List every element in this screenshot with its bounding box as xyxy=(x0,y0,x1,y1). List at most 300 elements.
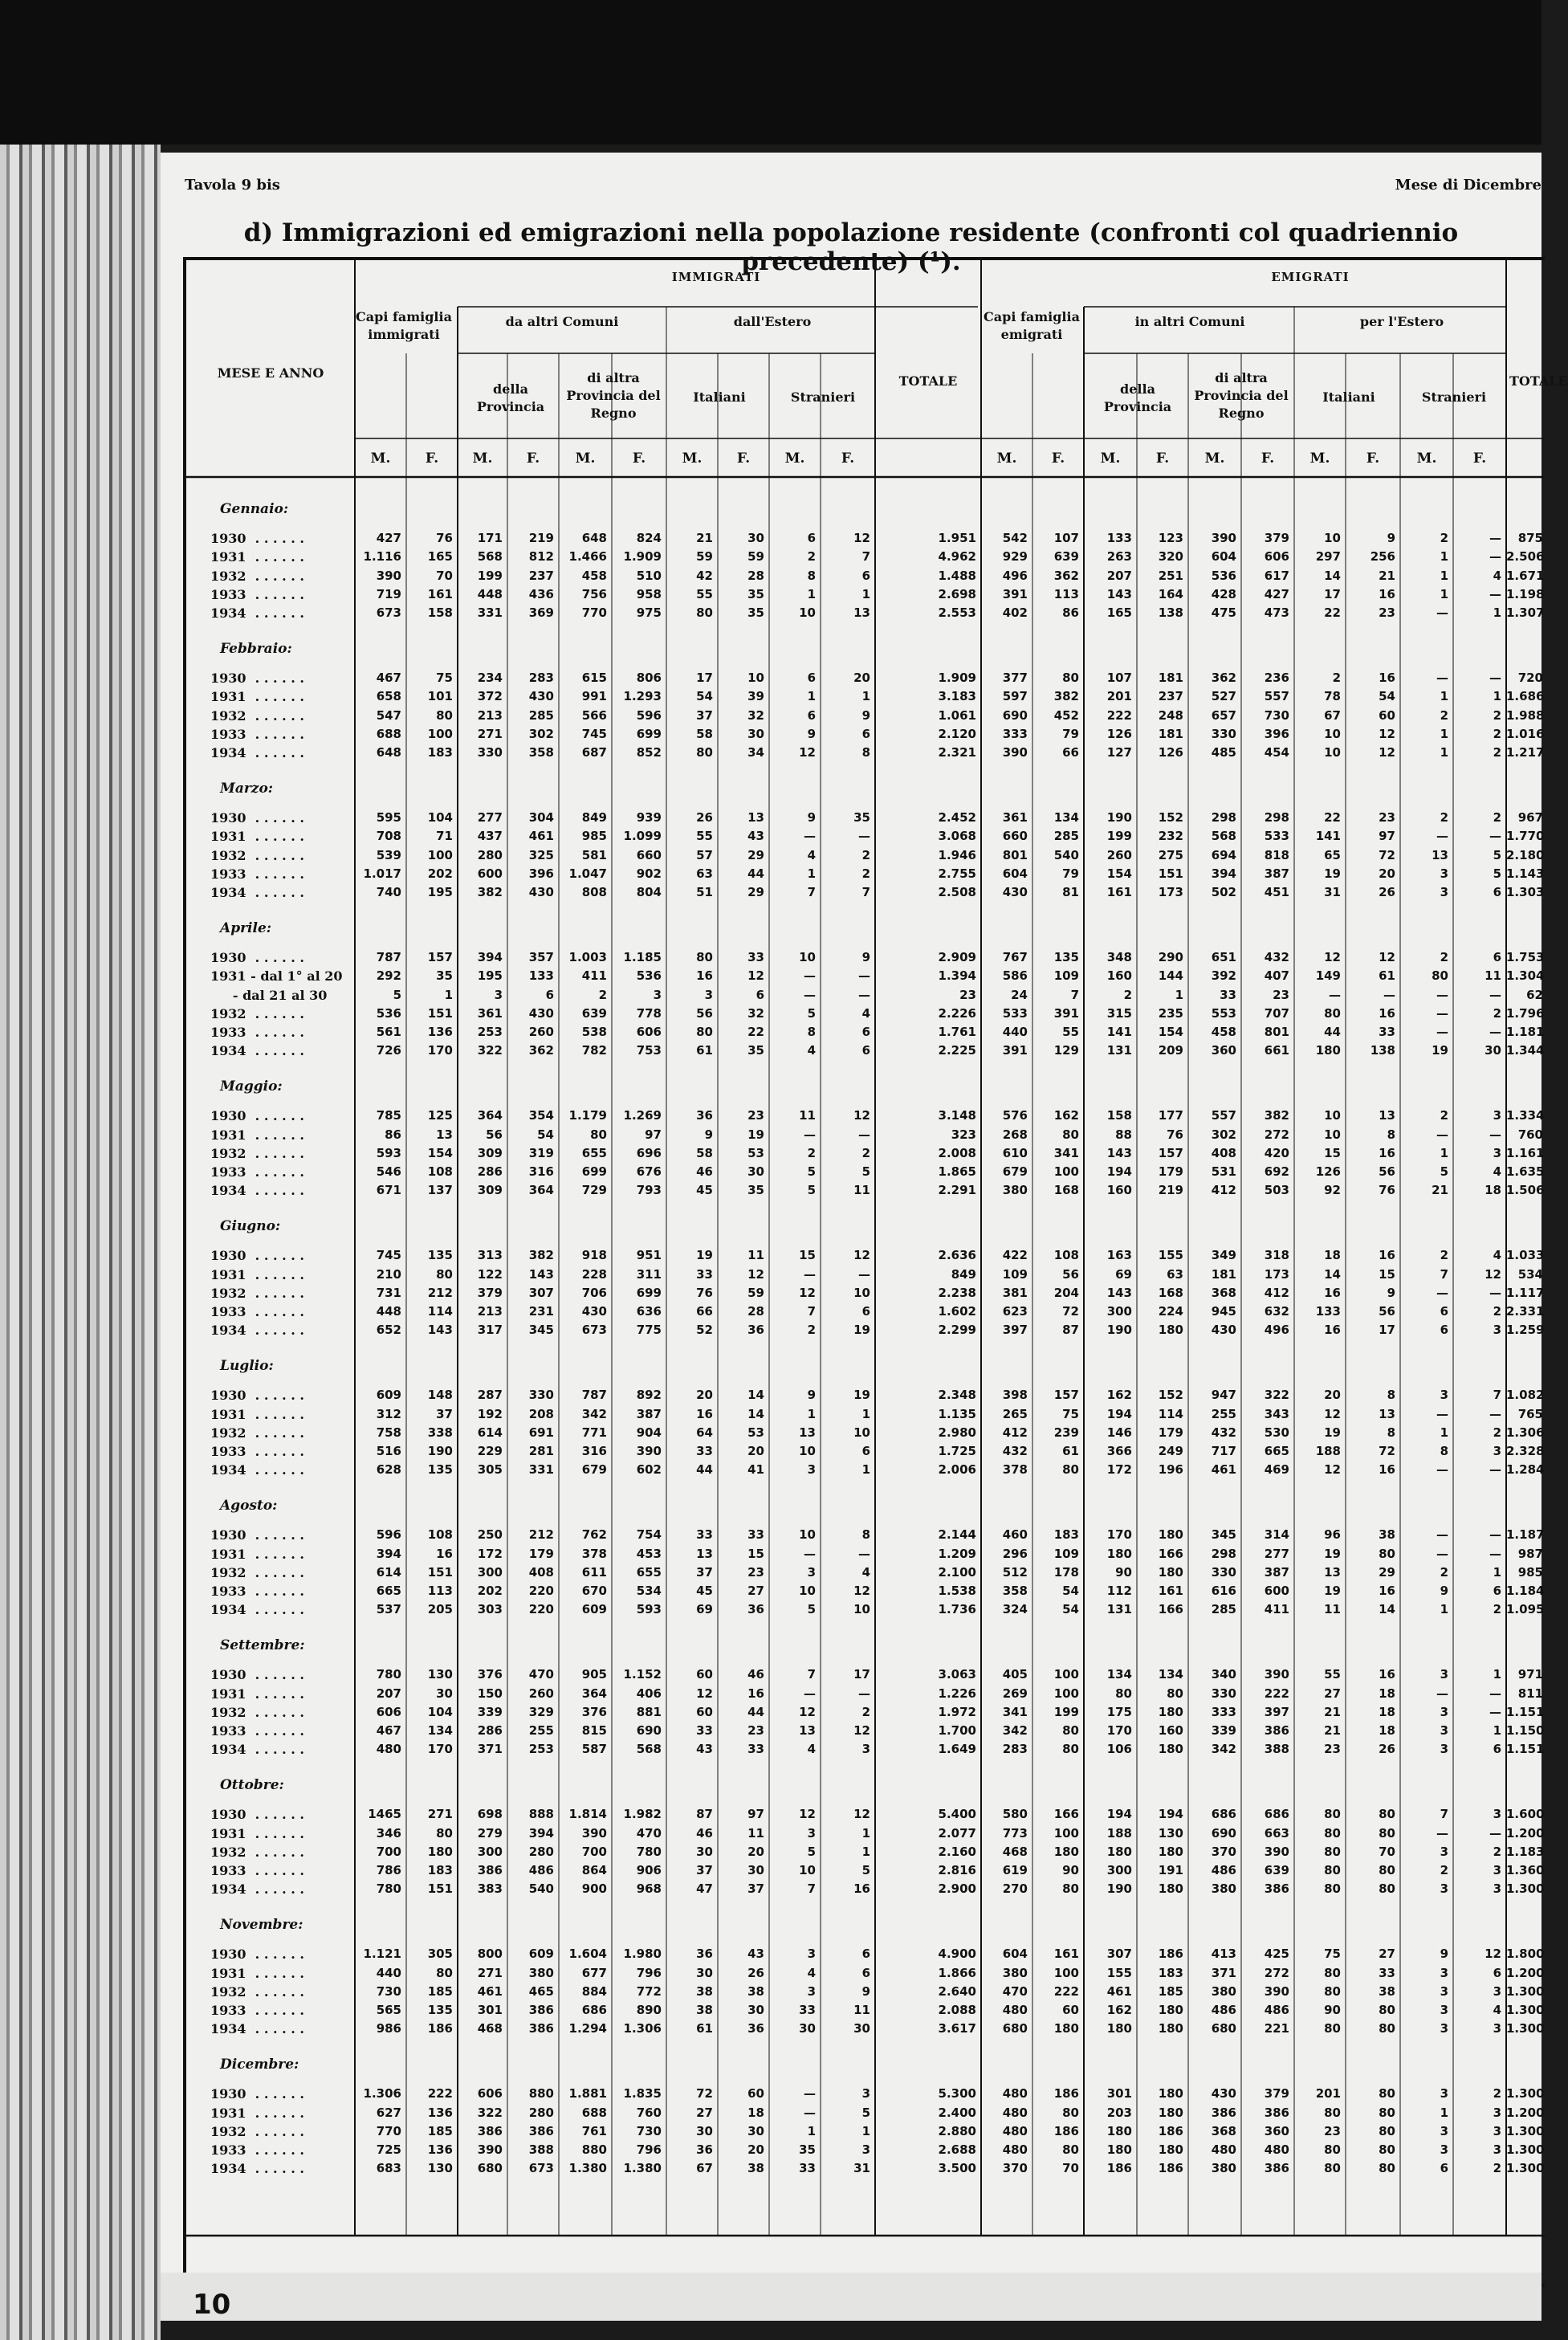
table-cell: 16 xyxy=(853,1881,870,1897)
table-cell: 2 xyxy=(1493,810,1501,826)
table-cell: 2 xyxy=(1440,531,1448,546)
table-cell: 432 xyxy=(1264,950,1289,965)
table-cell: 70 xyxy=(436,568,453,583)
table-cell: 690 xyxy=(1211,1825,1236,1841)
table-cell: 5 xyxy=(807,1602,816,1617)
table-cell: 4 xyxy=(807,1043,816,1058)
table-cell: 2.755 xyxy=(938,866,976,881)
row-year: 1932 . . . . . . xyxy=(210,1005,304,1021)
table-cell: 700 xyxy=(581,1844,607,1859)
table-cell: — xyxy=(1489,1825,1501,1841)
table-cell: 260 xyxy=(528,1686,554,1701)
table-cell: 80 xyxy=(1379,2021,1395,2036)
table-cell: 9 xyxy=(861,707,870,723)
table-cell: 188 xyxy=(1315,1443,1341,1458)
table-cell: 6 xyxy=(861,1024,870,1039)
table-cell: 37 xyxy=(436,1406,453,1421)
table-cell: 14 xyxy=(1324,568,1341,583)
table-cell: 386 xyxy=(528,2021,554,2036)
col-da-altri-comuni: da altri Comuni xyxy=(505,314,619,329)
table-cell: 64 xyxy=(696,1425,713,1440)
table-cell: 16 xyxy=(696,1406,713,1421)
table-cell: 706 xyxy=(581,1285,607,1300)
table-cell: 616 xyxy=(1211,1583,1236,1598)
table-cell: 87 xyxy=(1062,1323,1079,1338)
table-cell: 531 xyxy=(1211,1164,1236,1179)
table-cell: 369 xyxy=(528,605,554,620)
table-cell: 19 xyxy=(1432,1043,1448,1058)
table-cell: 787 xyxy=(376,950,401,965)
row-year: 1931 . . . . . . xyxy=(210,829,304,845)
table-cell: 127 xyxy=(1106,744,1132,760)
table-cell: 2.160 xyxy=(938,1844,976,1859)
table-cell: 380 xyxy=(1002,1183,1028,1198)
table-cell: 655 xyxy=(636,1564,662,1580)
month-heading: Giugno: xyxy=(220,1218,281,1235)
row-year: 1931 . . . . . . xyxy=(210,2105,304,2121)
table-cell: 1.152 xyxy=(623,1667,662,1682)
table-cell: 185 xyxy=(1158,1983,1183,1999)
table-cell: 3 xyxy=(1440,2021,1448,2036)
table-cell: 430 xyxy=(581,1303,607,1319)
table-cell: 422 xyxy=(1002,1248,1028,1263)
table-cell: 771 xyxy=(581,1425,607,1440)
table-cell: — xyxy=(1436,1686,1448,1701)
table-cell: 305 xyxy=(427,1947,453,1962)
table-cell: 1 xyxy=(861,689,870,704)
table-cell: 745 xyxy=(376,1248,401,1263)
table-cell: 43 xyxy=(747,829,764,844)
table-cell: 694 xyxy=(1211,847,1236,862)
table-cell: 109 xyxy=(1053,1546,1079,1561)
table-cell: 568 xyxy=(1211,829,1236,844)
table-cell: — xyxy=(1436,671,1448,686)
table-cell: 322 xyxy=(477,1043,503,1058)
table-cell: 690 xyxy=(1002,707,1028,723)
table-cell: 686 xyxy=(581,2002,607,2017)
table-cell: 1 xyxy=(807,2123,816,2138)
table-cell: 16 xyxy=(1379,1583,1395,1598)
table-cell: 232 xyxy=(1158,829,1183,844)
table-cell: 231 xyxy=(528,1303,554,1319)
table-cell: 21 xyxy=(1379,568,1395,583)
table-cell: 33 xyxy=(799,2161,816,2176)
table-cell: 194 xyxy=(1106,1807,1132,1822)
table-cell: 1.226 xyxy=(938,1686,976,1701)
table-cell: 161 xyxy=(427,586,453,601)
table-cell: 902 xyxy=(636,866,662,881)
table-cell: 6 xyxy=(1493,884,1501,899)
table-title: d) Immigrazioni ed emigrazioni nella popolazione residente (confronti col quadriennio precedente) (¹). xyxy=(243,218,1459,276)
table-cell: 330 xyxy=(1211,726,1236,741)
table-cell: 17 xyxy=(1324,586,1341,601)
table-cell: 390 xyxy=(1264,1983,1289,1999)
header-m: F. xyxy=(1366,450,1380,467)
table-cell: 80 xyxy=(696,605,713,620)
table-cell: 90 xyxy=(1062,1862,1079,1877)
table-cell: 379 xyxy=(1264,2086,1289,2102)
table-cell: 686 xyxy=(1211,1807,1236,1822)
table-cell: 985 xyxy=(1517,1564,1543,1580)
row-year: 1931 . . . . . . xyxy=(210,1127,304,1143)
table-cell: 39 xyxy=(747,689,764,704)
table-cell: 16 xyxy=(1324,1285,1341,1300)
table-cell: 538 xyxy=(581,1024,607,1039)
table-cell: 1.185 xyxy=(623,950,662,965)
table-cell: 10 xyxy=(853,1285,870,1300)
table-cell: 8 xyxy=(1387,1127,1395,1142)
table-cell: 2 xyxy=(1493,1425,1501,1440)
table-cell: 161 xyxy=(1106,884,1132,899)
table-cell: 387 xyxy=(1264,1564,1289,1580)
table-cell: 1.307 xyxy=(1506,605,1545,620)
stacked-page-edges xyxy=(0,145,161,2340)
month-heading: Marzo: xyxy=(220,781,274,797)
table-cell: 767 xyxy=(1002,950,1028,965)
table-cell: 6 xyxy=(861,568,870,583)
table-cell: 396 xyxy=(528,866,554,881)
table-cell: 1.217 xyxy=(1506,744,1545,760)
table-cell: 617 xyxy=(1264,568,1289,583)
table-cell: 3 xyxy=(1493,1323,1501,1338)
table-cell: 222 xyxy=(1053,1983,1079,1999)
table-cell: 4 xyxy=(1493,1164,1501,1179)
table-cell: 341 xyxy=(1002,1704,1028,1719)
table-cell: 180 xyxy=(1053,2021,1079,2036)
table-cell: 23 xyxy=(1379,605,1395,620)
table-cell: 1 xyxy=(1175,987,1183,1002)
table-cell: 180 xyxy=(1158,2002,1183,2017)
table-cell: 76 xyxy=(1379,1183,1395,1198)
table-cell: 186 xyxy=(1053,2123,1079,2138)
table-cell: 11 xyxy=(1485,968,1501,984)
table-cell: 2 xyxy=(1493,1303,1501,1319)
table-cell: 358 xyxy=(1002,1583,1028,1598)
table-cell: 1.600 xyxy=(1506,1807,1545,1822)
table-cell: 1.538 xyxy=(938,1583,976,1598)
table-cell: 71 xyxy=(436,829,453,844)
table-cell: 158 xyxy=(1106,1108,1132,1123)
row-year: 1930 . . . . . . xyxy=(210,2086,304,2102)
table-cell: 53 xyxy=(747,1425,764,1440)
table-cell: 45 xyxy=(696,1183,713,1198)
table-cell: — xyxy=(804,1546,816,1561)
table-cell: 991 xyxy=(581,689,607,704)
table-cell: 1.909 xyxy=(938,671,976,686)
table-cell: 18 xyxy=(1379,1722,1395,1738)
table-cell: 23 xyxy=(747,1564,764,1580)
footer-band xyxy=(161,2273,1542,2321)
table-cell: — xyxy=(1489,1546,1501,1561)
table-cell: 683 xyxy=(376,2161,401,2176)
table-cell: 271 xyxy=(477,1965,503,1980)
table-cell: 19 xyxy=(853,1323,870,1338)
table-cell: 26 xyxy=(696,810,713,826)
table-cell: 586 xyxy=(1002,968,1028,984)
table-cell: 2 xyxy=(1493,726,1501,741)
table-cell: 27 xyxy=(696,2105,713,2120)
table-cell: 12 xyxy=(799,1285,816,1300)
table-cell: 778 xyxy=(636,1005,662,1021)
table-cell: 311 xyxy=(636,1266,662,1282)
table-cell: 343 xyxy=(1264,1406,1289,1421)
table-cell: 1.865 xyxy=(938,1164,976,1179)
table-cell: 354 xyxy=(528,1108,554,1123)
row-year: 1932 . . . . . . xyxy=(210,1285,304,1301)
table-cell: 699 xyxy=(581,1164,607,1179)
table-cell: 480 xyxy=(376,1742,401,1757)
table-cell: 348 xyxy=(1106,950,1132,965)
table-cell: 100 xyxy=(1053,1686,1079,1701)
table-cell: 161 xyxy=(1158,1583,1183,1598)
row-year: 1933 . . . . . . xyxy=(210,1722,304,1739)
table-cell: 1.649 xyxy=(938,1742,976,1757)
table-cell: 24 xyxy=(1011,987,1028,1002)
table-cell: 133 xyxy=(528,968,554,984)
table-cell: 44 xyxy=(1324,1024,1341,1039)
table-cell: 108 xyxy=(427,1164,453,1179)
row-year: 1934 . . . . . . xyxy=(210,1183,304,1199)
table-cell: 699 xyxy=(636,726,662,741)
table-cell: 80 xyxy=(436,1965,453,1980)
col-italiani: Italiani xyxy=(693,389,746,405)
table-cell: 1465 xyxy=(368,1807,401,1822)
table-cell: 600 xyxy=(1264,1583,1289,1598)
table-cell: 12 xyxy=(853,531,870,546)
table-cell: 1 xyxy=(1493,689,1501,704)
table-cell: 358 xyxy=(528,744,554,760)
table-cell: 770 xyxy=(581,605,607,620)
table-cell: 985 xyxy=(581,829,607,844)
table-cell: 6 xyxy=(1493,1965,1501,1980)
table-cell: 75 xyxy=(1324,1947,1341,1962)
table-cell: 173 xyxy=(1264,1266,1289,1282)
table-cell: 185 xyxy=(427,2123,453,2138)
table-cell: 377 xyxy=(1002,671,1028,686)
table-cell: 183 xyxy=(427,1862,453,1877)
table-cell: 151 xyxy=(427,1005,453,1021)
table-cell: 154 xyxy=(1106,866,1132,881)
table-cell: 2 xyxy=(807,549,816,565)
table-cell: 269 xyxy=(1002,1686,1028,1701)
table-cell: 79 xyxy=(1062,866,1079,881)
table-cell: 448 xyxy=(376,1303,401,1319)
table-cell: 80 xyxy=(1379,1825,1395,1841)
table-cell: 1.604 xyxy=(568,1947,607,1962)
table-cell: 307 xyxy=(528,1285,554,1300)
table-cell: 1.293 xyxy=(623,689,662,704)
table-cell: 33 xyxy=(747,1742,764,1757)
table-cell: 864 xyxy=(581,1862,607,1877)
table-cell: 10 xyxy=(853,1602,870,1617)
table-cell: 13 xyxy=(799,1425,816,1440)
table-cell: 10 xyxy=(799,1443,816,1458)
scan-dark-border xyxy=(0,0,1542,145)
month-heading: Dicembre: xyxy=(220,2057,299,2073)
table-cell: 43 xyxy=(747,1947,764,1962)
table-cell: 54 xyxy=(696,689,713,704)
table-cell: 13 xyxy=(436,1127,453,1142)
header-f: M. xyxy=(1204,450,1225,467)
table-cell: 260 xyxy=(1106,847,1132,862)
table-cell: 15 xyxy=(747,1546,764,1561)
table-cell: 316 xyxy=(528,1164,554,1179)
table-cell: 157 xyxy=(427,950,453,965)
table-cell: — xyxy=(858,1127,870,1142)
table-cell: 371 xyxy=(1211,1965,1236,1980)
table-cell: 467 xyxy=(376,1722,401,1738)
table-cell: 815 xyxy=(581,1722,607,1738)
table-cell: 648 xyxy=(581,531,607,546)
table-cell: 19 xyxy=(1324,866,1341,881)
table-cell: 141 xyxy=(1106,1024,1132,1039)
table-cell: 339 xyxy=(477,1704,503,1719)
table-cell: 986 xyxy=(376,2021,401,2036)
table-cell: 80 xyxy=(1324,1862,1341,1877)
table-cell: 623 xyxy=(1002,1303,1028,1319)
table-cell: 17 xyxy=(696,671,713,686)
table-cell: 5 xyxy=(807,1005,816,1021)
row-year: 1933 . . . . . . xyxy=(210,726,304,742)
table-cell: 1.980 xyxy=(623,1947,662,1962)
table-cell: 32 xyxy=(747,707,764,723)
table-cell: 1 xyxy=(1440,1145,1448,1160)
table-cell: 131 xyxy=(1106,1602,1132,1617)
table-cell: 296 xyxy=(1002,1546,1028,1561)
table-cell: 679 xyxy=(581,1462,607,1478)
table-cell: 3 xyxy=(1440,1983,1448,1999)
table-cell: 180 xyxy=(1158,1704,1183,1719)
table-cell: 812 xyxy=(528,549,554,565)
table-cell: 4.900 xyxy=(938,1947,976,1962)
table-cell: 44 xyxy=(747,866,764,881)
table-cell: 340 xyxy=(1211,1667,1236,1682)
table-cell: 157 xyxy=(1053,1388,1079,1403)
table-cell: 576 xyxy=(1002,1108,1028,1123)
table-cell: 1.380 xyxy=(568,2161,607,2176)
table-cell: 2.640 xyxy=(938,1983,976,1999)
table-cell: 875 xyxy=(1517,531,1543,546)
table-cell: 480 xyxy=(1002,2086,1028,2102)
table-cell: 568 xyxy=(636,1742,662,1757)
table-cell: 386 xyxy=(477,1862,503,1877)
table-cell: 20 xyxy=(1379,866,1395,881)
table-cell: 2.077 xyxy=(938,1825,976,1841)
table-cell: 485 xyxy=(1211,744,1236,760)
table-cell: 1.306 xyxy=(623,2021,662,2036)
table-cell: 136 xyxy=(427,1024,453,1039)
row-year: 1932 . . . . . . xyxy=(210,1145,304,1161)
document-page xyxy=(161,153,1568,2321)
table-cell: 458 xyxy=(581,568,607,583)
table-cell: 673 xyxy=(528,2161,554,2176)
table-cell: 18 xyxy=(1379,1686,1395,1701)
table-cell: 69 xyxy=(696,1602,713,1617)
table-cell: 80 xyxy=(1062,1881,1079,1897)
table-cell: 188 xyxy=(1106,1825,1132,1841)
col-della-provincia-emi: della Provincia xyxy=(1103,381,1172,414)
table-cell: 2.321 xyxy=(938,744,976,760)
table-cell: 362 xyxy=(1211,671,1236,686)
table-cell: 143 xyxy=(528,1266,554,1282)
table-cell: 1.179 xyxy=(568,1108,607,1123)
table-cell: 2 xyxy=(598,987,607,1002)
table-cell: 5 xyxy=(1493,847,1501,862)
table-cell: 904 xyxy=(636,1425,662,1440)
month-heading: Agosto: xyxy=(220,1498,278,1514)
table-cell: 30 xyxy=(747,531,764,546)
table-cell: 80 xyxy=(1115,1686,1132,1701)
table-cell: 1 xyxy=(807,866,816,881)
table-cell: 234 xyxy=(477,671,503,686)
table-cell: 14 xyxy=(747,1388,764,1403)
table-cell: 430 xyxy=(528,689,554,704)
table-cell: 614 xyxy=(477,1425,503,1440)
table-cell: 533 xyxy=(1002,1005,1028,1021)
table-cell: 15 xyxy=(1324,1145,1341,1160)
table-cell: 7 xyxy=(807,1303,816,1319)
header-f: M. xyxy=(1416,450,1437,467)
table-cell: 677 xyxy=(581,1965,607,1980)
row-year: 1931 . . . . . . xyxy=(210,1546,304,1562)
table-cell: 427 xyxy=(376,531,401,546)
table-cell: 146 xyxy=(1106,1425,1132,1440)
table-cell: 298 xyxy=(1211,810,1236,826)
table-cell: 162 xyxy=(1053,1108,1079,1123)
table-cell: 46 xyxy=(696,1825,713,1841)
table-cell: 360 xyxy=(1264,2123,1289,2138)
table-cell: 256 xyxy=(1370,549,1395,565)
table-cell: 786 xyxy=(376,1862,401,1877)
table-cell: 12 xyxy=(853,1108,870,1123)
table-cell: 1.117 xyxy=(1506,1285,1545,1300)
table-cell: 382 xyxy=(528,1248,554,1263)
table-cell: 10 xyxy=(1324,531,1341,546)
table-cell: 47 xyxy=(696,1881,713,1897)
table-cell: 688 xyxy=(581,2105,607,2120)
table-cell: 10 xyxy=(799,605,816,620)
row-year: 1933 . . . . . . xyxy=(210,1443,304,1459)
table-cell: 80 xyxy=(1062,2105,1079,2120)
table-cell: 27 xyxy=(1379,1947,1395,1962)
table-cell: 5.300 xyxy=(938,2086,976,2102)
table-cell: 30 xyxy=(853,2021,870,2036)
table-cell: — xyxy=(1489,549,1501,565)
table-cell: 8 xyxy=(1387,1425,1395,1440)
table-cell: 3 xyxy=(704,987,713,1002)
table-cell: 292 xyxy=(376,968,401,984)
table-cell: 301 xyxy=(477,2002,503,2017)
table-cell: 1.909 xyxy=(623,549,662,565)
table-cell: 6 xyxy=(861,1303,870,1319)
table-cell: 780 xyxy=(376,1667,401,1682)
table-cell: — xyxy=(1436,1406,1448,1421)
table-cell: 379 xyxy=(1264,531,1289,546)
col-stranieri: Stranieri xyxy=(790,389,856,405)
table-cell: 388 xyxy=(528,2142,554,2157)
table-cell: 10 xyxy=(1324,1127,1341,1142)
table-cell: 44 xyxy=(747,1704,764,1719)
table-cell: 440 xyxy=(376,1965,401,1980)
table-cell: 537 xyxy=(376,1602,401,1617)
table-cell: 533 xyxy=(1264,829,1289,844)
table-cell: 10 xyxy=(799,1862,816,1877)
table-cell: 180 xyxy=(1158,1564,1183,1580)
table-cell: — xyxy=(1329,987,1341,1002)
table-cell: 1.181 xyxy=(1506,1024,1545,1039)
table-cell: 125 xyxy=(427,1108,453,1123)
table-cell: 36 xyxy=(747,2021,764,2036)
